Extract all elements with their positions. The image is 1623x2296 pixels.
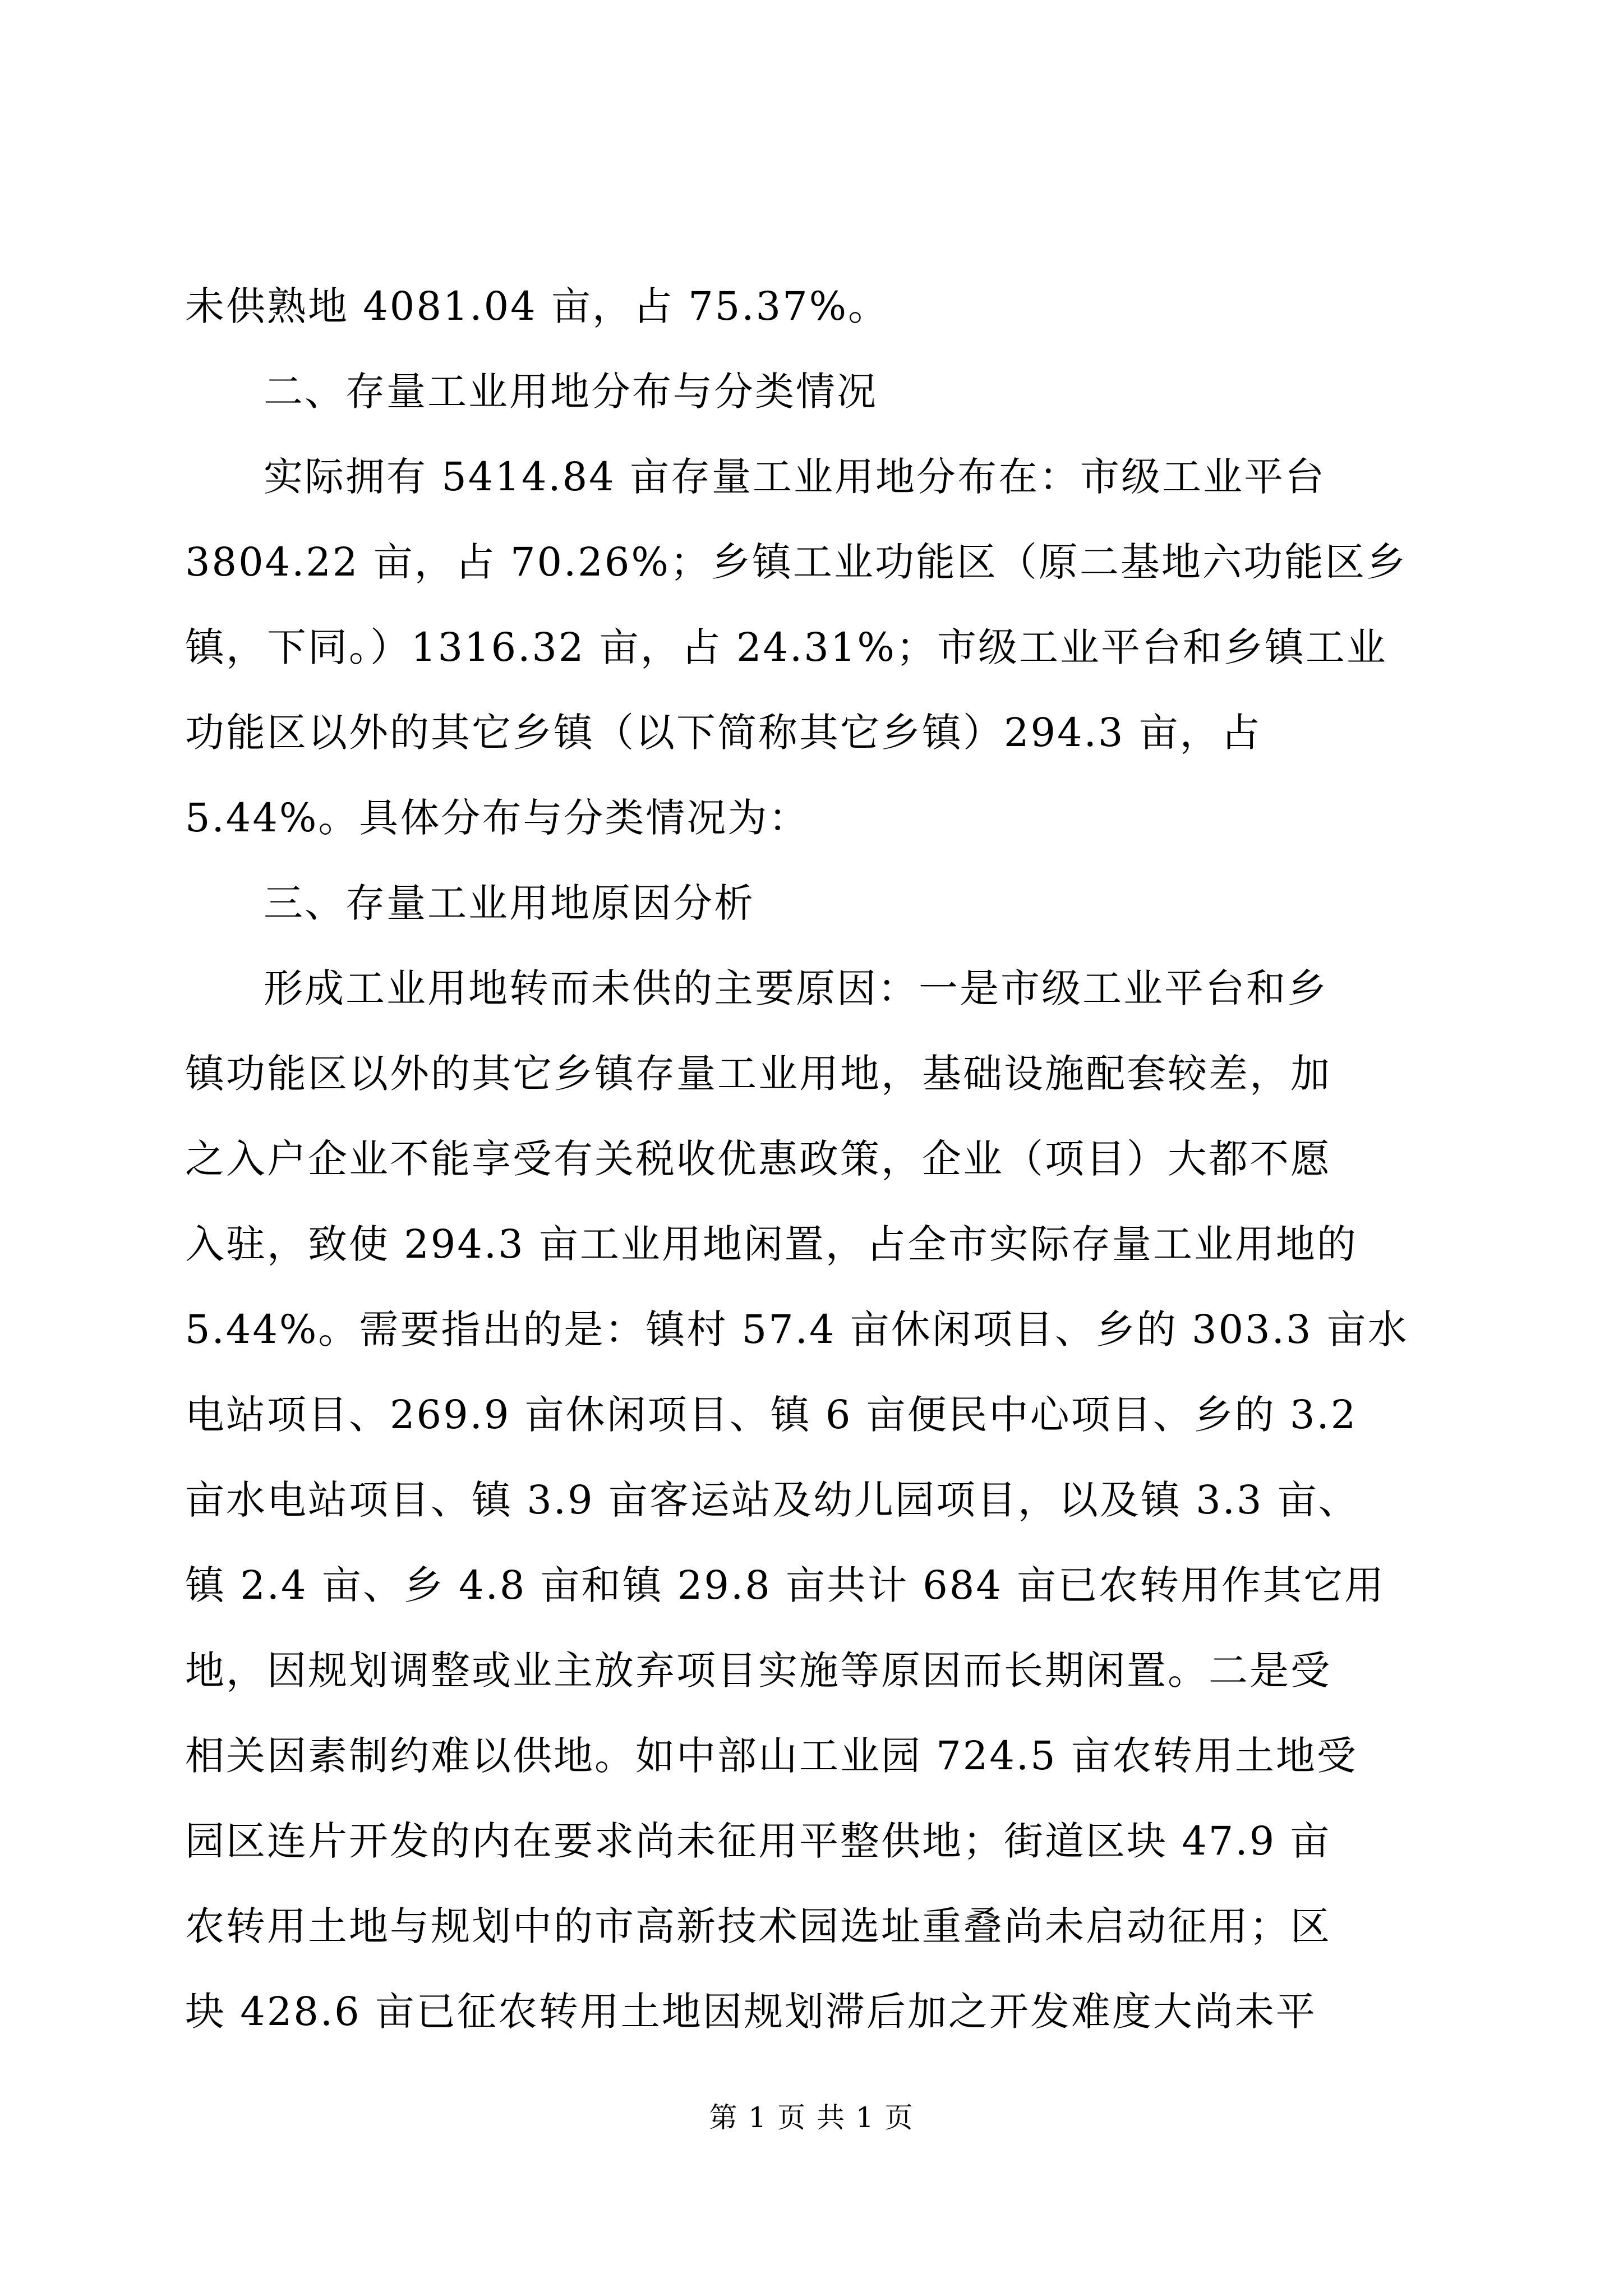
text-line: 地，因规划调整或业主放弃项目实施等原因而长期闲置。二是受 [185, 1648, 1331, 1694]
page-footer: 第 1 页 共 1 页 [709, 2101, 914, 2134]
text-line: 电站项目、269.9 亩休闲项目、镇 6 亩便民中心项目、乡的 3.2 [185, 1392, 1358, 1438]
text-line: 实际拥有 5414.84 亩存量工业用地分布在：市级工业平台 [264, 454, 1326, 500]
text-line: 镇，下同。）1316.32 亩，占 24.31%；市级工业平台和乡镇工业 [185, 624, 1387, 670]
text-line: 5.44%。具体分布与分类情况为： [185, 795, 810, 841]
text-line: 二、存量工业用地分布与分类情况 [264, 369, 878, 415]
text-line: 入驻，致使 294.3 亩工业用地闲置，占全市实际存量工业用地的 [185, 1221, 1358, 1267]
text-line: 三、存量工业用地原因分析 [264, 880, 755, 926]
text-line: 镇 2.4 亩、乡 4.8 亩和镇 29.8 亩共计 684 亩已农转用作其它用 [185, 1562, 1386, 1608]
text-line: 农转用土地与规划中的市高新技术园选址重叠尚未启动征用；区 [185, 1903, 1331, 1949]
text-line: 镇功能区以外的其它乡镇存量工业用地，基础设施配套较差，加 [185, 1051, 1331, 1097]
document-body [185, 264, 1441, 2054]
text-line: 形成工业用地转而未供的主要原因：一是市级工业平台和乡 [264, 965, 1328, 1011]
text-line: 相关因素制约难以供地。如中部山工业园 724.5 亩农转用土地受 [185, 1733, 1358, 1779]
text-line: 3804.22 亩，占 70.26%；乡镇工业功能区（原二基地六功能区乡 [185, 539, 1407, 585]
text-line: 园区连片开发的内在要求尚未征用平整供地；街道区块 47.9 亩 [185, 1818, 1331, 1864]
text-line: 亩水电站项目、镇 3.9 亩客运站及幼儿园项目，以及镇 3.3 亩、 [185, 1477, 1359, 1523]
text-line: 之入户企业不能享受有关税收优惠政策，企业（项目）大都不愿 [185, 1136, 1331, 1182]
text-line: 块 428.6 亩已征农转用土地因规划滞后加之开发难度大尚未平 [185, 1989, 1317, 2035]
text-line: 5.44%。需要指出的是：镇村 57.4 亩休闲项目、乡的 303.3 亩水 [185, 1306, 1409, 1352]
text-line: 功能区以外的其它乡镇（以下简称其它乡镇）294.3 亩，占 [185, 710, 1262, 756]
text-line: 未供熟地 4081.04 亩，占 75.37%。 [185, 283, 889, 329]
